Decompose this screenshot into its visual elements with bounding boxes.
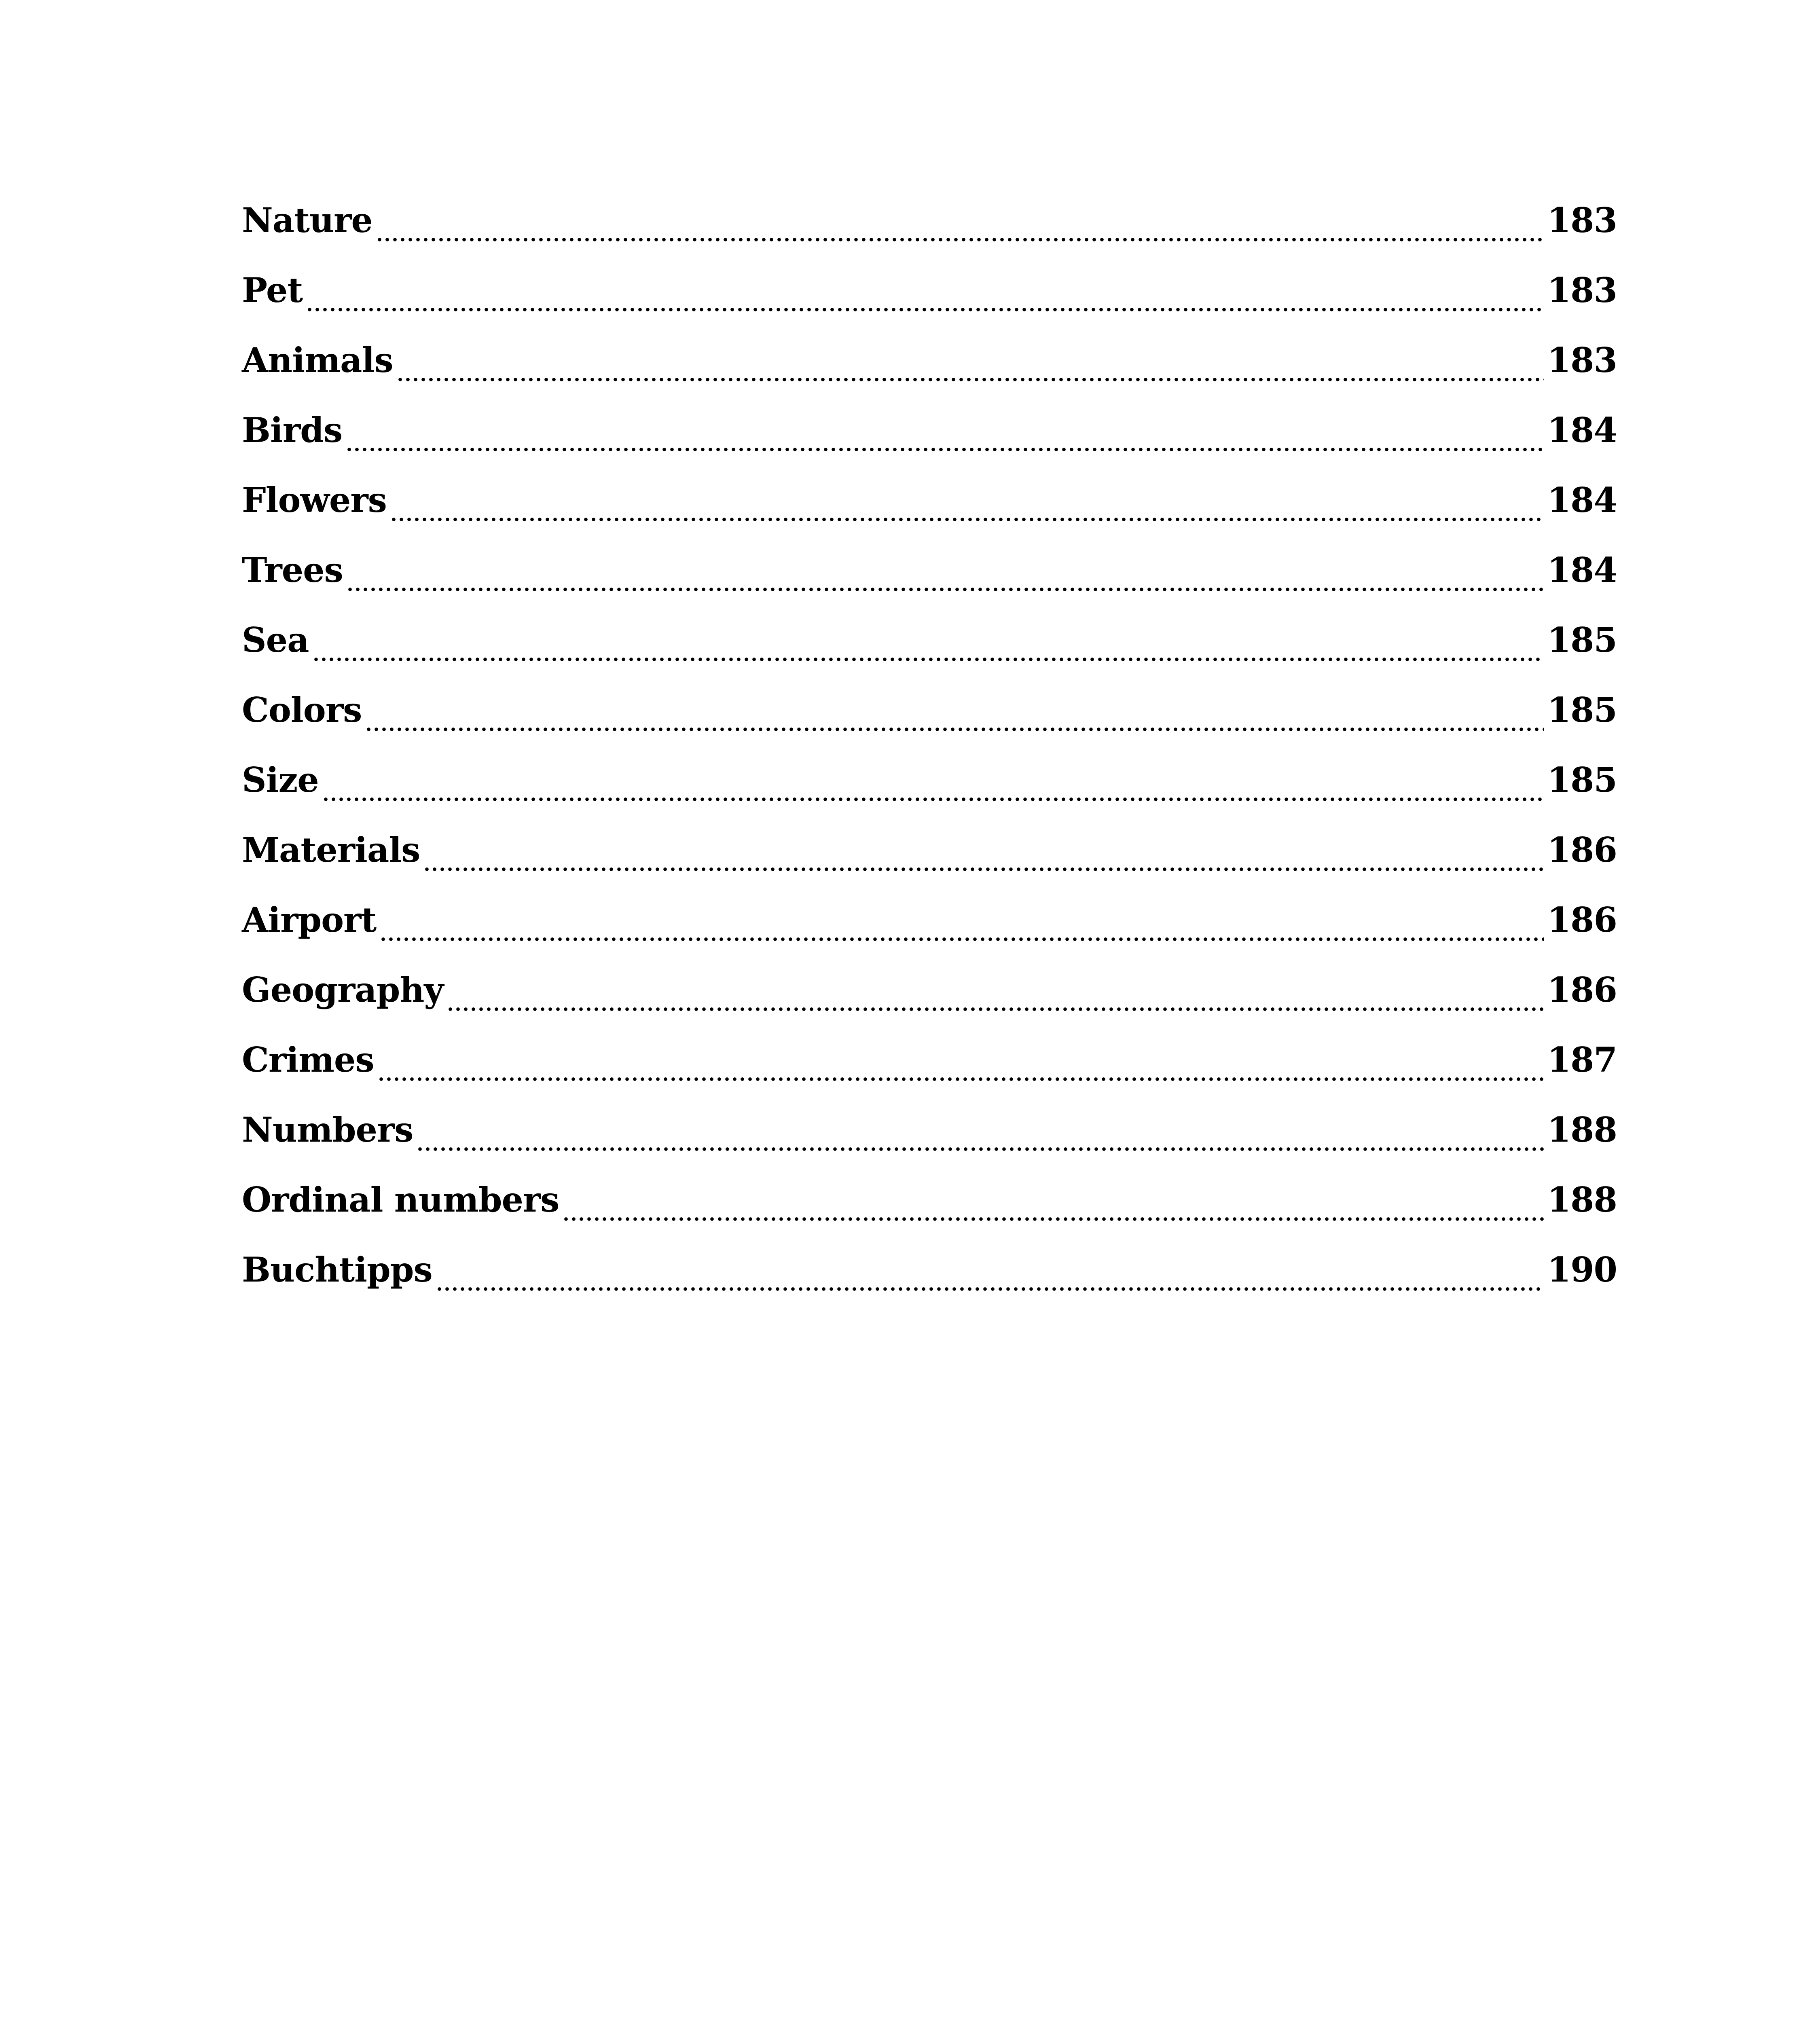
toc-dot-leader xyxy=(423,840,1544,885)
toc-entry-label: Size xyxy=(242,760,319,800)
toc-dot-leader xyxy=(312,630,1544,675)
toc-dot-leader xyxy=(306,281,1544,325)
toc-entry[interactable] xyxy=(242,395,1617,465)
toc-entry-label: Colors xyxy=(242,690,362,730)
toc-entry-page: 183 xyxy=(1547,340,1617,380)
toc-entry-page: 184 xyxy=(1547,410,1617,450)
toc-entry-label: Ordinal numbers xyxy=(242,1180,559,1220)
toc-dot-leader xyxy=(379,910,1544,955)
toc-entry-label: Pet xyxy=(242,270,303,310)
toc-entry-page: 185 xyxy=(1547,760,1617,800)
toc-dot-leader xyxy=(322,770,1544,815)
toc-dot-leader xyxy=(377,1050,1544,1095)
toc-entry-page: 185 xyxy=(1547,690,1617,730)
toc-entry-page: 186 xyxy=(1547,970,1617,1010)
toc-dot-leader xyxy=(365,700,1544,745)
toc-entry-label: Materials xyxy=(242,830,420,870)
toc-entry[interactable] xyxy=(242,325,1617,395)
toc-entry-label: Flowers xyxy=(242,480,387,520)
toc-entry[interactable] xyxy=(242,185,1617,255)
toc-entry-page: 184 xyxy=(1547,480,1617,520)
toc-entry[interactable] xyxy=(242,255,1617,325)
toc-entry-label: Birds xyxy=(242,410,343,450)
toc-entry-page: 185 xyxy=(1547,620,1617,660)
toc-entry-label: Crimes xyxy=(242,1040,374,1080)
toc-entry[interactable] xyxy=(242,955,1617,1025)
toc-entry-page: 183 xyxy=(1547,270,1617,310)
toc-entry[interactable] xyxy=(242,1025,1617,1095)
toc-entry-page: 190 xyxy=(1547,1250,1617,1290)
toc-entry-label: Airport xyxy=(242,900,377,940)
toc-entry-label: Sea xyxy=(242,620,309,660)
toc-dot-leader xyxy=(345,421,1544,465)
toc-dot-leader xyxy=(416,1120,1544,1165)
toc-entry-page: 186 xyxy=(1547,900,1617,940)
toc-entry-label: Numbers xyxy=(242,1110,413,1150)
toc-dot-leader xyxy=(447,980,1544,1025)
toc-dot-leader xyxy=(436,1260,1544,1305)
toc-entry[interactable] xyxy=(242,465,1617,535)
toc-entry-page: 183 xyxy=(1547,200,1617,240)
toc-entry-label: Animals xyxy=(242,340,393,380)
toc-dot-leader xyxy=(390,491,1544,535)
toc-entry-page: 188 xyxy=(1547,1180,1617,1220)
toc-entry-label: Geography xyxy=(242,970,444,1010)
toc-entry[interactable] xyxy=(242,605,1617,675)
toc-dot-leader xyxy=(376,211,1544,255)
toc-entry[interactable] xyxy=(242,885,1617,955)
toc-entry[interactable] xyxy=(242,745,1617,815)
toc-entry-page: 187 xyxy=(1547,1040,1617,1080)
toc-entry-label: Nature xyxy=(242,200,372,240)
toc-entry-label: Trees xyxy=(242,550,343,590)
toc-entry[interactable] xyxy=(242,1095,1617,1165)
toc-dot-leader xyxy=(396,351,1544,395)
table-of-contents xyxy=(242,185,1617,1305)
toc-entry-label: Buchtipps xyxy=(242,1250,432,1290)
toc-entry-page: 186 xyxy=(1547,830,1617,870)
toc-entry[interactable] xyxy=(242,675,1617,745)
toc-entry[interactable] xyxy=(242,1165,1617,1235)
toc-entry-page: 184 xyxy=(1547,550,1617,590)
toc-entry[interactable] xyxy=(242,815,1617,885)
toc-dot-leader xyxy=(346,560,1544,605)
toc-entry[interactable] xyxy=(242,535,1617,605)
toc-entry-page: 188 xyxy=(1547,1110,1617,1150)
toc-entry[interactable] xyxy=(242,1235,1617,1305)
toc-dot-leader xyxy=(562,1190,1544,1235)
